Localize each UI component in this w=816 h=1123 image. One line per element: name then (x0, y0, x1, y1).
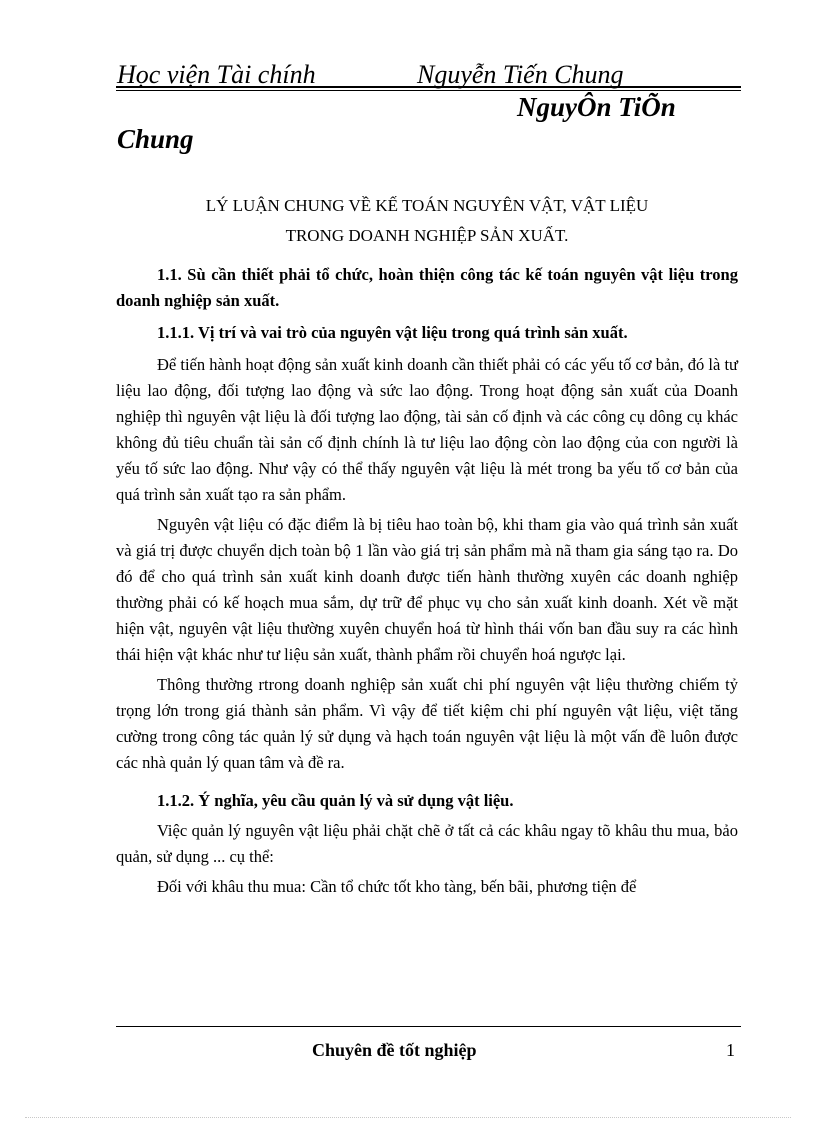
header-institution: Học viện Tài chính (117, 60, 316, 89)
footer-rule (116, 1026, 741, 1027)
body-content (116, 262, 738, 904)
section-heading: 1.1. Sù cần thiết phải tổ chức, hoàn thiện công tác kế toán nguyên vật liệu trong doanh nghiệp sản xuất. (116, 265, 738, 310)
header-author-garbled-cont: Chung (117, 124, 194, 154)
paragraph: Thông thường rtrong doanh nghiệp sản xuất chi phí nguyên vật liệu thường chiếm tỷ trọng lớn trong giá thành sản phẩm. Vì vậy để tiết kiệm chi phí nguyên vật liệu, việt tăng cường trong công tác quản lý sử dụng và hạch toán nguyên vật liệu là một vấn đề luôn được các nhà quản lý quan tâm và đề ra. (116, 675, 738, 772)
page-number: 1 (726, 1040, 735, 1060)
header-author-garbled: NguyÔn TiÕn (517, 92, 676, 122)
paragraph: Đối với khâu thu mua: Cần tổ chức tốt kho tàng, bến bãi, phương tiện để (157, 877, 637, 896)
subsection-heading: 1.1.1. Vị trí và vai trò của nguyên vật liệu trong quá trình sản xuất. (157, 323, 628, 342)
paragraph: Việc quản lý nguyên vật liệu phải chặt chẽ ở tất cả các khâu ngay tõ khâu thu mua, bảo quản, sử dụng ... cụ thể: (116, 821, 738, 866)
header-rule-thick (116, 86, 741, 88)
header-rule-thin (116, 90, 741, 91)
page-edge-divider (25, 1117, 791, 1118)
subsection-heading: 1.1.2. Ý nghĩa, yêu cầu quản lý và sử dụng vật liệu. (157, 791, 514, 810)
paragraph: Nguyên vật liệu có đặc điểm là bị tiêu hao toàn bộ, khi tham gia vào quá trình sản xuất và giá trị được chuyển dịch toàn bộ 1 lần vào giá trị sản phẩm mà nã tham gia sáng tạo ra. Do đó để cho quá trình sản xuất kinh doanh được tiến hành thường xuyên các doanh nghiệp thường phải có kế hoạch mua sắm, dự trữ để phục vụ cho sản xuất kinh doanh. Xét về mặt hiện vật, nguyên vật liệu thường xuyên chuyển hoá từ hình thái vốn ban đầu suy ra các hình thái hiện vật khác như tư liệu sản xuất, thành phẩm rồi chuyển hoá ngược lại. (116, 515, 738, 664)
chapter-title-line2: TRONG DOANH NGHIỆP SẢN XUẤT. (285, 226, 569, 245)
footer-label: Chuyên đề tốt nghiệp (312, 1040, 477, 1060)
paragraph: Để tiến hành hoạt động sản xuất kinh doanh cần thiết phải có các yếu tố cơ bản, đó là tư liệu lao động, đối tượng lao động và sức lao động. Trong hoạt động sản xuất của Doanh nghiệp thì nguyên vật liệu là đối tượng lao động, tài sản cố định và các công cụ dông cụ khác không đủ tiêu chuẩn tài sản cố định chính là tư liệu lao động còn lao động của con người là yếu tố sức lao động. Như vậy có thể thấy nguyên vật liệu là mét trong ba yếu tố cơ bản của quá trình sản xuất tạo ra sản phẩm. (116, 355, 738, 504)
header-author: Nguyễn Tiến Chung (417, 60, 624, 89)
chapter-title-line1: LÝ LUẬN CHUNG VỀ KẾ TOÁN NGUYÊN VẬT, VẬT LIỆU (205, 196, 649, 215)
